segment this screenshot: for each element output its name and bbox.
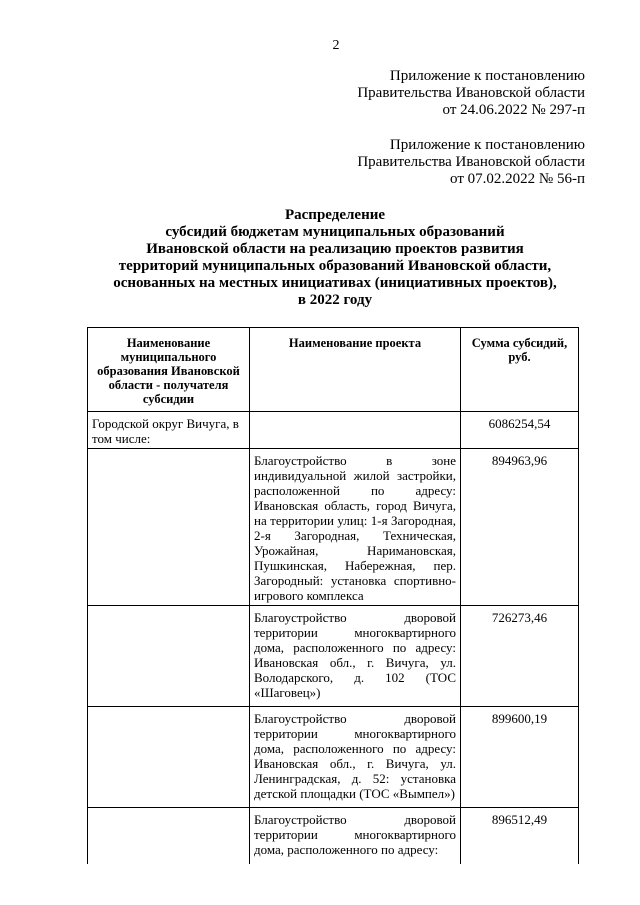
appendix-line: Приложение к постановлению xyxy=(389,137,585,153)
table-row xyxy=(88,449,579,606)
title-line: в 2022 году xyxy=(297,292,373,308)
appendix-line: Приложение к постановлению xyxy=(389,68,585,84)
amount-cell: 6086254,54 xyxy=(461,412,579,449)
project-cell xyxy=(250,412,461,449)
header-amount: Сумма субсидий, руб. xyxy=(461,328,579,412)
header-project: Наименование проекта xyxy=(250,328,461,412)
table-row xyxy=(88,808,579,865)
project-cell: Благоустройство дворовой территории многоквартирного дома, расположенного по адресу: Ивановская обл., г. Вичуга, ул. Володарского, д. 102 (ТОС «Шаговец») xyxy=(250,606,461,707)
title-line: субсидий бюджетам муниципальных образований xyxy=(165,224,505,240)
title-line: основанных на местных инициативах (инициативных проектов), xyxy=(113,275,557,291)
page-number: 2 xyxy=(332,38,340,53)
table-header-row xyxy=(88,328,579,412)
municipality-cell xyxy=(88,606,250,707)
municipality-cell xyxy=(88,808,250,865)
title-line: территорий муниципальных образований Ивановской области, xyxy=(118,258,552,274)
project-cell: Благоустройство дворовой территории многоквартирного дома, расположенного по адресу: xyxy=(250,808,461,865)
amount-cell: 896512,49 xyxy=(461,808,579,865)
project-cell: Благоустройство дворовой территории многоквартирного дома, расположенного по адресу: Ивановская обл., г. Вичуга, ул. Ленинградская, д. 52: установка детской площадки (ТОС «Вымпел») xyxy=(250,707,461,808)
subsidy-distribution-table xyxy=(87,327,579,864)
appendix-reference-current xyxy=(357,68,585,119)
municipality-cell xyxy=(88,707,250,808)
amount-cell: 894963,96 xyxy=(461,449,579,606)
municipality-cell: Городской округ Вичуга, в том числе: xyxy=(88,412,250,449)
header-municipality: Наименование муниципального образования Ивановской области - получателя субсидии xyxy=(88,328,250,412)
appendix-reference-original xyxy=(357,137,585,188)
municipality-cell xyxy=(88,449,250,606)
project-cell: Благоустройство в зоне индивидуальной жилой застройки, расположенной по адресу: Ивановская область, город Вичуга, на территории улиц: 1-я Загородная, 2-я Загородная, Техническая, Урожайная, Наримановская, Пушкинская, Набережная, пер. Загородный: установка спортивно-игрового комплекса xyxy=(250,449,461,606)
document-title xyxy=(95,207,575,309)
appendix-line: от 24.06.2022 № 297-п xyxy=(442,102,585,118)
title-line: Ивановской области на реализацию проектов развития xyxy=(146,241,524,257)
appendix-line: Правительства Ивановской области xyxy=(357,85,585,101)
amount-cell: 726273,46 xyxy=(461,606,579,707)
appendix-line: Правительства Ивановской области xyxy=(357,154,585,170)
table-row xyxy=(88,606,579,707)
table-row xyxy=(88,412,579,449)
table-row xyxy=(88,707,579,808)
title-line: Распределение xyxy=(284,207,386,223)
appendix-line: от 07.02.2022 № 56-п xyxy=(450,171,585,187)
amount-cell: 899600,19 xyxy=(461,707,579,808)
